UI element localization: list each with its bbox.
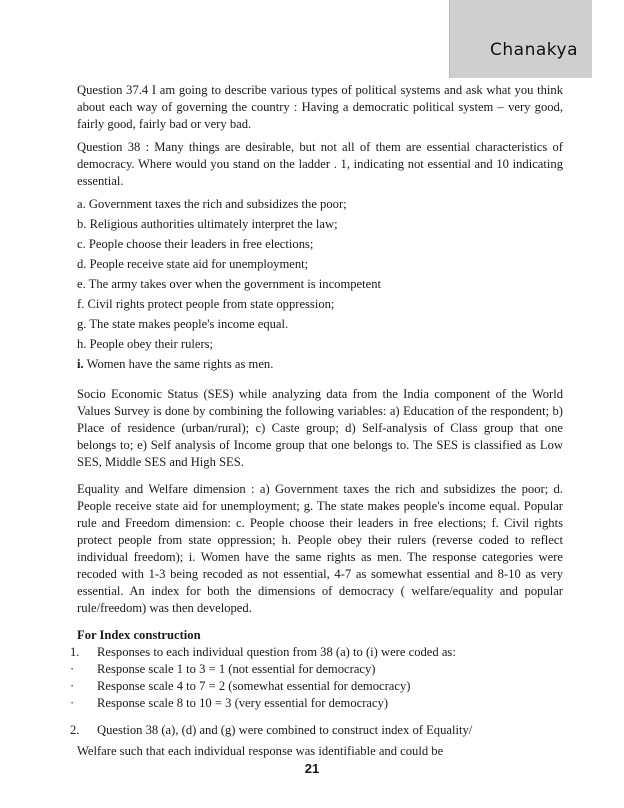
- scale-item: [70, 661, 563, 678]
- page-number: 21: [304, 761, 320, 776]
- list-item: b. Religious authorities ultimately interpret the law;: [77, 217, 338, 231]
- list-item: d. People receive state aid for unemployment;: [77, 257, 309, 271]
- list-item: h. People obey their rulers;: [77, 337, 214, 351]
- scale-text: Response scale 4 to 7 = 2 (somewhat essential for democracy): [97, 679, 411, 693]
- list-item: e. The army takes over when the government is incompetent: [77, 277, 382, 291]
- step-2-continuation: Welfare such that each individual response was identifiable and could be: [77, 744, 444, 758]
- publisher-logo: Chanakya: [490, 40, 578, 60]
- step-1: [70, 644, 563, 661]
- index-construction-heading: For Index construction: [77, 628, 201, 642]
- item-label: i.: [77, 357, 84, 371]
- list-item: a. Government taxes the rich and subsidizes the poor;: [77, 197, 347, 211]
- scale-item: [70, 678, 563, 695]
- step-number: 1.: [70, 645, 80, 659]
- bullet-icon: ·: [70, 696, 75, 710]
- scale-text: Response scale 8 to 10 = 3 (very essential for democracy): [97, 696, 389, 710]
- bullet-icon: ·: [70, 679, 75, 693]
- list-item: f. Civil rights protect people from state oppression;: [77, 297, 335, 311]
- ses-paragraph: Socio Economic Status (SES) while analyzing data from the India component of the World Values Survey is done by combining the following variables: a) Education of the respondent; b) Place of residence (urban/rural); c) Caste group; d) Self-analysis of Class group that one belongs to; e) Self analysis of Income group that one belongs to. The SES is classified as Low SES, Middle SES and High SES.: [77, 387, 563, 469]
- list-item: c. People choose their leaders in free elections;: [77, 237, 314, 251]
- scale-text: Response scale 1 to 3 = 1 (not essential for democracy): [97, 662, 376, 676]
- bullet-icon: ·: [70, 662, 75, 676]
- equality-welfare-paragraph: Equality and Welfare dimension : a) Government taxes the rich and subsidizes the poor; d. People receive state aid for unemployment; g. The state makes people's income equal. Popular rule and Freedom dimension: c. People choose their leaders in free elections; f. Civil rights protect people from state oppression; h. People obey their rulers (reverse coded to reflect individual freedom); i. Women have the same rights as men. The response categories were recoded with 1-3 being recoded as not essential, 4-7 as somewhat essential and 8-10 as very essential. An index for both the dimensions of democracy ( welfare/equality and popular rule/freedom) was then developed.: [77, 482, 563, 615]
- question-38: Question 38 : Many things are desirable, but not all of them are essential characteristics of democracy. Where would you stand on the ladder . 1, indicating not essential and 10 indicating essential.: [77, 140, 563, 188]
- question-38-items: [77, 196, 563, 373]
- header-tab: [449, 0, 592, 78]
- list-item: g. The state makes people's income equal.: [77, 317, 289, 331]
- step-text: Responses to each individual question from 38 (a) to (i) were coded as:: [97, 645, 456, 659]
- scale-item: [70, 695, 563, 712]
- list-item: [77, 356, 563, 373]
- step-text: Question 38 (a), (d) and (g) were combined to construct index of Equality/: [97, 723, 473, 737]
- question-37-4: Question 37.4 I am going to describe various types of political systems and ask what you think about each way of governing the country : Having a democratic political system – very good, fairly good, fairly bad or very bad.: [77, 83, 563, 131]
- step-2: [70, 722, 563, 739]
- page-content: [70, 82, 563, 763]
- item-text: Women have the same rights as men.: [83, 357, 274, 371]
- step-number: 2.: [70, 723, 80, 737]
